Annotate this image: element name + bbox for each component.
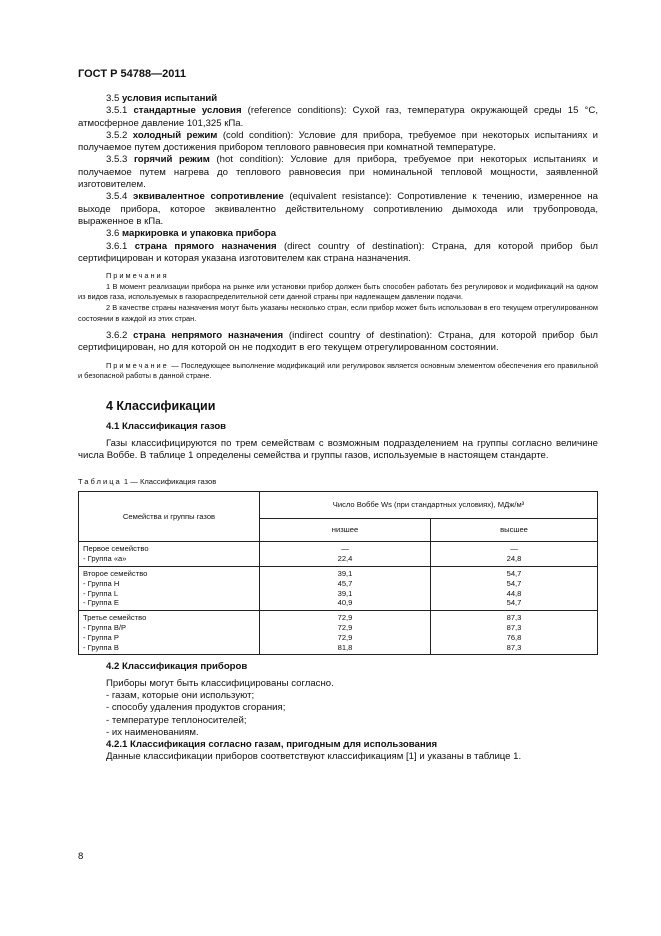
- gas-classification-table: [78, 491, 598, 655]
- section-4-2-1-paragraph: Данные классификации приборов соответствуют классификациям [1] и указаны в таблице 1.: [106, 751, 522, 763]
- section-4-1-paragraph: Газы классифицируются по трем семействам с возможным подразделением на группы согласно величине числа Воббе. В таблице 1 определены семейства и группы газов, используемые в настоящем стандарте.: [78, 437, 598, 461]
- term-3-5-4: 3.5.4 эквивалентное сопротивление (equivalent resistance): Сопротивление к течению, измеренное на выходе прибора, которое эквивалентно действительному сопротивлению дымохода или трубопровода, выраженное в кПа.: [78, 191, 599, 227]
- table-row: Третье семейство - Группа B/P - Группа P - Группа B 72,9 72,9 72,9 81,8 87,3 87,3 76,8 87,3: [79, 611, 598, 655]
- col-header-wobbe: Число Воббе Ws (при стандартных условиях), МДж/м³: [260, 492, 598, 519]
- section-4-2-intro: Приборы могут быть классифицированы согласно.: [106, 677, 334, 689]
- section-4-1-heading: 4.1 Классификация газов: [106, 421, 227, 433]
- section-4-2-heading: 4.2 Классификация приборов: [106, 661, 248, 673]
- section-4-heading: 4 Классификации: [106, 398, 216, 413]
- document-body: [78, 93, 598, 764]
- term-3-5-1: 3.5.1 стандартные условия (reference conditions): Сухой газ, температура окружающей среды 15 °С, атмосферное давление 101,325 кПа.: [78, 105, 598, 129]
- section-3-6-heading: 3.6 маркировка и упаковка прибора: [106, 228, 277, 240]
- note-2: 2 В качестве страны назначения могут быть указаны несколько стран, если прибор может быть использован в его текущем отрегулированном состоянии в каждой из этих стран.: [78, 302, 598, 323]
- note-1: 1 В момент реализации прибора на рынке или установки прибор должен быть способен работать без регулировок и модификаций на одном из видов газа, используемых в газораспределительной сети данной страны при надлежащем давлении подачи.: [78, 281, 598, 302]
- document-header: ГОСТ Р 54788—2011: [78, 68, 186, 80]
- section-4-2-1-heading: 4.2.1 Классификация согласно газам, пригодным для использования: [106, 739, 438, 751]
- table-caption: Таблица 1 — Классификация газов: [78, 477, 217, 487]
- page-number: 8: [78, 851, 84, 862]
- term-3-6-1: 3.6.1 страна прямого назначения (direct country of destination): Страна, для которой прибор был сертифицирован и которая указана изготовителем как страна назначения.: [78, 240, 598, 264]
- list-item: - температуре теплоносителей;: [106, 714, 247, 726]
- table-row: Первое семейство - Группа «а» — 22,4 — 24,8: [79, 542, 598, 567]
- term-3-6-2: 3.6.2 страна непрямого назначения (indirect country of destination): Страна, для которой прибор был сертифицирован, но для которой он не подходит в его текущем отрегулированном состоянии.: [78, 330, 598, 354]
- col-header-high: высшее: [431, 519, 598, 542]
- term-3-5-3: 3.5.3 горячий режим (hot condition): Условие для прибора, требуемое при некоторых испытаниях и получаемое путем нагрева до теплового равновесия при номинальной тепловой мощности, заявленной изготовителем.: [78, 154, 599, 191]
- list-item: - их наименованиям.: [106, 726, 199, 738]
- notes-label: Примечания: [106, 271, 169, 281]
- note-3: Примечание — Последующее выполнение модификаций или регулировок является основным элементом обеспечения его правильной и безопасной работы в данной стране.: [78, 360, 598, 381]
- list-item: - способу удаления продуктов сгорания;: [106, 702, 286, 714]
- term-3-5-2: 3.5.2 холодный режим (cold condition): Условие для прибора, требуемое при некоторых испытаниях и получаемое путем достижения прибором теплового равновесия при комнатной температуре.: [78, 129, 599, 154]
- col-header-low: низшее: [260, 519, 431, 542]
- list-item: - газам, которые они используют;: [106, 689, 255, 701]
- section-3-5-heading: 3.5 условия испытаний: [106, 93, 218, 104]
- col-header-families: Семейства и группы газов: [79, 492, 260, 542]
- table-row: Второе семейство - Группа H - Группа L - Группа E 39,1 45,7 39,1 40,9 54,7 54,7 44,8 54,7: [79, 566, 598, 610]
